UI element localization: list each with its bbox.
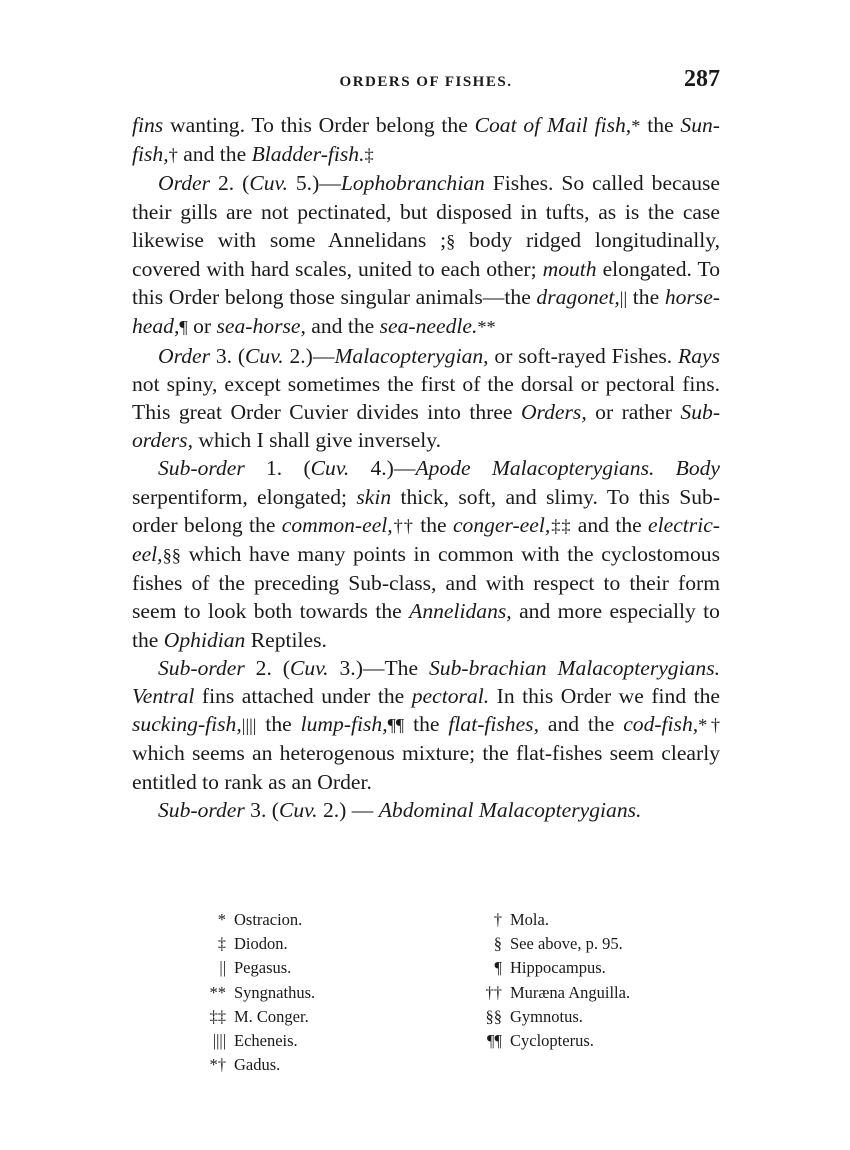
italic-text: Malacopterygian, xyxy=(334,343,489,368)
italic-text: Order xyxy=(158,343,210,368)
italic-text: fins xyxy=(132,113,164,137)
running-head: ORDERS OF FISHES. xyxy=(339,74,513,90)
footnote-symbol: |||| xyxy=(212,1031,226,1051)
text-run: 5.)— xyxy=(287,171,341,196)
italic-text: mouth xyxy=(542,257,597,282)
italic-text: Cuv. xyxy=(245,343,284,368)
text-run: body ridged longitudinally, covered with hard scales, united to each other; xyxy=(132,227,721,282)
italic-text: Abdominal Malacopterygians. xyxy=(378,797,642,822)
italic-text: Lophobranchian xyxy=(340,171,485,196)
paragraph xyxy=(132,342,720,455)
footnote-symbol: *† xyxy=(209,1055,226,1075)
italic-text: Sun-fish, xyxy=(132,113,720,167)
footnote-mark: ‡‡ xyxy=(550,515,572,536)
italic-text: Cuv. xyxy=(310,456,350,481)
text-run: 3. ( xyxy=(244,797,279,822)
text-run: or soft-rayed Fishes. xyxy=(488,343,678,368)
footnote-text: Gymnotus. xyxy=(510,1006,583,1026)
footnote-item xyxy=(200,956,440,980)
paragraph xyxy=(132,169,720,341)
text-run: In this Order we find the xyxy=(489,684,720,709)
footnote-symbol: ‡‡ xyxy=(209,1006,226,1026)
footnote-text: Syngnathus. xyxy=(234,982,316,1002)
text-run: and more especially to the xyxy=(132,599,720,652)
italic-text: Sub-order xyxy=(158,456,245,481)
footnotes-right-column xyxy=(476,908,716,1053)
italic-text: horse-head, xyxy=(132,285,720,339)
italic-text: Sub-order xyxy=(158,797,245,822)
body-text xyxy=(132,111,720,824)
italic-text: Apode Malacopterygians. Body xyxy=(415,456,721,481)
text-run: 4.)— xyxy=(349,456,416,481)
footnote-symbol: ** xyxy=(209,982,226,1002)
italic-text: pectoral. xyxy=(411,684,490,709)
text-run: fins attached under the xyxy=(194,684,412,709)
footnote-text: Ostracion. xyxy=(234,910,303,929)
text-run: which have many points in common with the cyclostomous fishes of the preceding Sub-class, and with respect to their form seem to look both towards the xyxy=(132,542,720,624)
footnote-mark: ** xyxy=(477,317,496,338)
italic-text: sea-needle. xyxy=(379,314,478,339)
footnote-item xyxy=(200,932,440,956)
text-run: thick, soft, and slimy. To this Sub-order belong the xyxy=(132,484,721,537)
footnote-item xyxy=(476,956,716,980)
italic-text: common-eel, xyxy=(281,512,393,537)
footnote-text: Mola. xyxy=(510,910,549,929)
footnote-symbol: ‡ xyxy=(217,934,226,954)
italic-text: Sub-order xyxy=(158,655,245,680)
footnote-item xyxy=(200,908,440,932)
footnote-mark: ¶¶ xyxy=(387,715,405,736)
italic-text: Cuv. xyxy=(278,797,318,822)
italic-text: Cuv. xyxy=(290,655,329,680)
footnote-mark: † xyxy=(168,145,178,166)
text-run: the xyxy=(404,712,449,737)
italic-text: electric-eel, xyxy=(132,512,720,567)
text-run: 3.)—The xyxy=(328,655,429,680)
footnote-text: Pegasus. xyxy=(234,958,292,978)
page-number: 287 xyxy=(684,66,720,92)
footnote-mark: †† xyxy=(392,515,414,536)
footnote-symbol: † xyxy=(493,910,502,929)
text-run: 2.) — xyxy=(317,797,379,822)
footnote-item xyxy=(200,1029,440,1053)
text-run: 3. ( xyxy=(209,343,246,368)
text-run: Fishes. So called because their gills are not pectinated, but disposed in tufts, as is the case likewise with some Annelidans ; xyxy=(132,171,720,252)
italic-text: Coat of Mail fish, xyxy=(474,113,632,137)
text-run: which seems an heterogenous mixture; the flat-fishes seem clearly entitled to rank as an Order. xyxy=(132,741,720,794)
italic-text: Rays xyxy=(678,343,720,368)
text-run: the xyxy=(627,285,665,310)
italic-text: dragonet, xyxy=(536,285,620,310)
italic-text: flat-fishes, xyxy=(448,712,539,737)
text-run: 1. ( xyxy=(244,456,311,481)
italic-text: Ophidian xyxy=(163,627,246,652)
text-run: elongated. To this Order belong those singular animals—the xyxy=(132,257,720,310)
footnote-text: Hippocampus. xyxy=(510,958,606,978)
footnote-item xyxy=(200,981,440,1005)
paragraph xyxy=(132,111,720,169)
footnote-item xyxy=(476,1029,716,1053)
italic-text: sea-horse, xyxy=(216,314,306,339)
italic-text: conger-eel, xyxy=(452,512,551,537)
text-run: which I shall give inversely. xyxy=(193,428,442,453)
text-run: 2.)— xyxy=(283,343,335,368)
text-run: serpentiform, elongated; xyxy=(132,484,357,509)
footnote-symbol: ¶¶ xyxy=(487,1031,502,1051)
text-run: wanting. To this Order belong the xyxy=(163,113,475,137)
footnote-symbol: || xyxy=(219,958,226,978)
italic-text: Orders, xyxy=(520,400,587,425)
footnote-item xyxy=(200,1005,440,1029)
text-run: and the xyxy=(305,314,380,339)
footnote-text: Diodon. xyxy=(234,934,288,954)
text-run: 2. ( xyxy=(209,171,250,196)
footnote-symbol: * xyxy=(217,910,226,929)
footnote-mark: *† xyxy=(698,715,720,736)
footnote-symbol: ¶ xyxy=(494,958,502,978)
italic-text: Cuv. xyxy=(249,171,288,196)
footnote-text: Gadus. xyxy=(234,1055,281,1075)
footnote-item xyxy=(476,932,716,956)
footnote-text: Cyclopterus. xyxy=(510,1031,594,1051)
footnote-item xyxy=(200,1053,440,1077)
footnote-item xyxy=(476,981,716,1005)
footnote-mark: |||| xyxy=(241,715,257,736)
page-header xyxy=(132,66,720,96)
italic-text: skin xyxy=(356,484,392,509)
footnote-text: See above, p. 95. xyxy=(510,934,623,954)
italic-text: Sub-brachian Malacopterygians. Ventral xyxy=(132,655,720,709)
text-run: Reptiles. xyxy=(245,627,327,652)
text-run: not spiny, except sometimes the first of the dorsal or pectoral fins. This great Order Cuvier divides into three xyxy=(132,371,720,425)
italic-text: Order xyxy=(158,171,210,196)
footnote-text: M. Conger. xyxy=(234,1006,309,1026)
italic-text: Bladder-fish. xyxy=(251,142,365,167)
text-run: 2. ( xyxy=(244,655,290,680)
footnote-mark: ¶ xyxy=(179,317,188,338)
footnote-mark: ‡ xyxy=(364,145,374,166)
text-run: and the xyxy=(177,142,252,167)
footnote-item xyxy=(476,1005,716,1029)
footnote-item xyxy=(476,908,716,932)
text-run: and the xyxy=(538,712,624,737)
text-run: or rather xyxy=(586,400,681,425)
text-run: or xyxy=(187,314,217,339)
text-run: the xyxy=(640,113,681,137)
text-run: the xyxy=(256,712,301,737)
paragraph xyxy=(132,454,720,653)
paragraph xyxy=(132,796,720,824)
italic-text: sucking-fish, xyxy=(132,712,242,737)
italic-text: Sub-orders, xyxy=(132,400,721,453)
text-run: and the xyxy=(571,512,649,537)
footnote-mark: * xyxy=(631,116,641,136)
paragraph xyxy=(132,654,720,796)
footnote-text: Echeneis. xyxy=(234,1031,298,1051)
footnote-mark: || xyxy=(619,288,628,309)
footnotes-left-column xyxy=(200,908,440,1077)
footnote-symbol: §§ xyxy=(485,1006,502,1026)
italic-text: lump-fish, xyxy=(300,712,388,737)
italic-text: cod-fish, xyxy=(623,712,699,737)
italic-text: Annelidans, xyxy=(409,599,512,624)
footnote-mark: § xyxy=(446,230,456,251)
footnote-text: Muræna Anguilla. xyxy=(510,982,631,1002)
footnote-mark: §§ xyxy=(162,545,181,566)
text-run: the xyxy=(413,512,453,537)
footnote-symbol: †† xyxy=(485,982,502,1002)
footnote-symbol: § xyxy=(493,934,502,954)
